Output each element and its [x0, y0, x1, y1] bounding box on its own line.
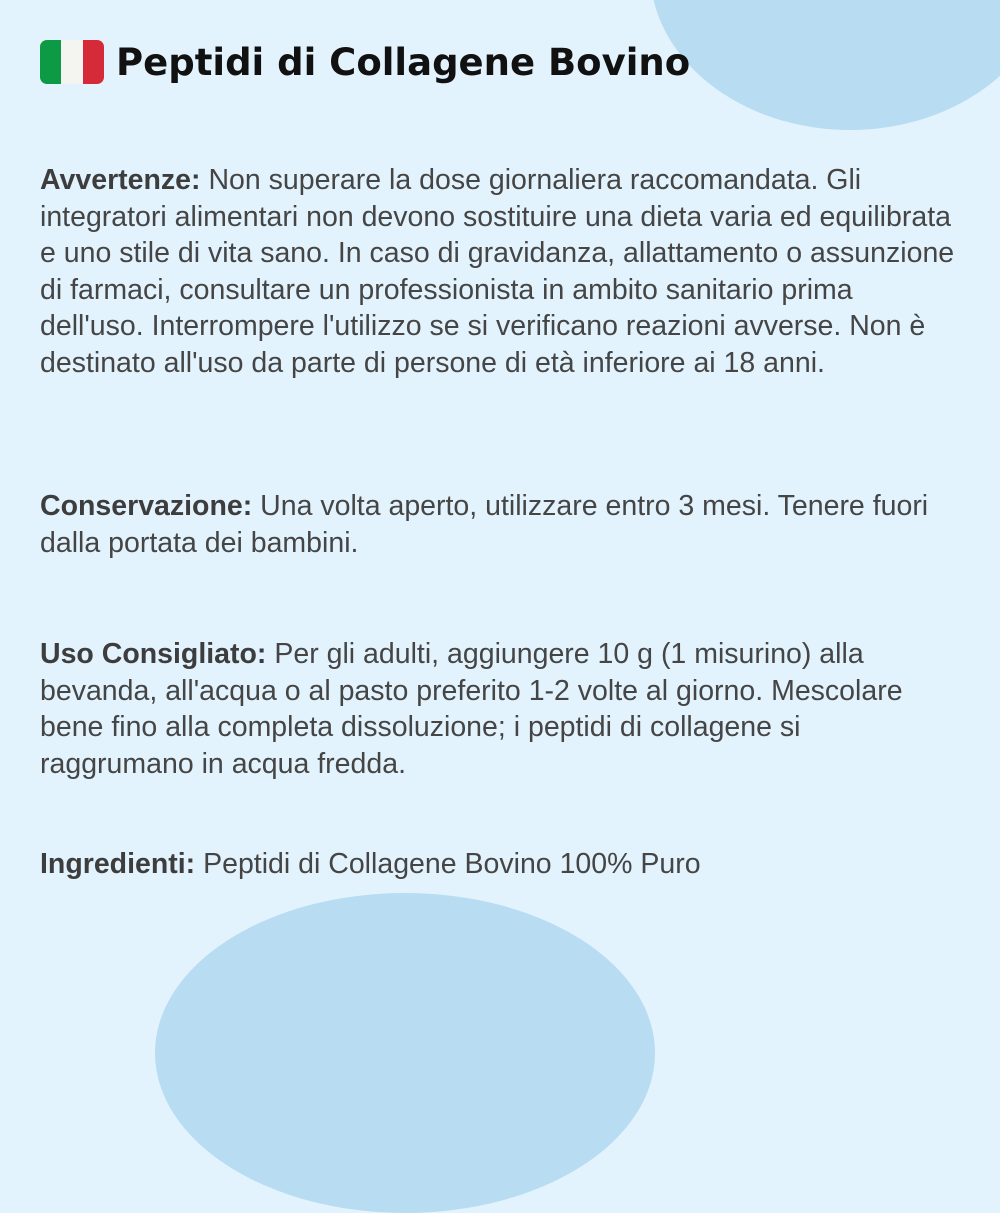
section-ingredienti — [40, 846, 960, 883]
flag-stripe-green — [40, 40, 61, 84]
header — [40, 40, 690, 84]
decorative-circle-bottom — [155, 893, 655, 1213]
italy-flag-icon — [40, 40, 104, 84]
section-text: Per gli adulti, aggiungere 10 g (1 misurino) alla bevanda, all'acqua o al pasto preferito 1-2 volte al giorno. Mescolare bene fino alla completa dissoluzione; i peptidi di collagene si raggrumano in acqua fredda. — [40, 638, 903, 780]
decorative-circle-top — [650, 0, 1000, 130]
section-text: Non superare la dose giornaliera raccomandata. Gli integratori alimentari non devono sostituire una dieta varia ed equilibrata e uno stile di vita sano. In caso di gravidanza, allattamento o assunzione di farmaci, consultare un professionista in ambito sanitario prima dell'uso. Interrompere l'utilizzo se si verificano reazioni avverse. Non è destinato all'uso da parte di persone di età inferiore ai 18 anni. — [40, 164, 955, 379]
flag-stripe-white — [61, 40, 82, 84]
section-label: Avvertenze: — [40, 164, 201, 196]
section-avvertenze — [40, 162, 960, 381]
flag-stripe-red — [83, 40, 104, 84]
page-title: Peptidi di Collagene Bovino — [116, 40, 691, 84]
section-label: Uso Consigliato: — [40, 638, 267, 670]
section-text: Una volta aperto, utilizzare entro 3 mesi. Tenere fuori dalla portata dei bambini. — [40, 490, 929, 559]
section-label: Conservazione: — [40, 490, 253, 522]
section-label: Ingredienti: — [40, 848, 196, 880]
section-conservazione — [40, 488, 960, 561]
section-uso-consigliato — [40, 636, 960, 782]
section-text: Peptidi di Collagene Bovino 100% Puro — [203, 848, 701, 880]
